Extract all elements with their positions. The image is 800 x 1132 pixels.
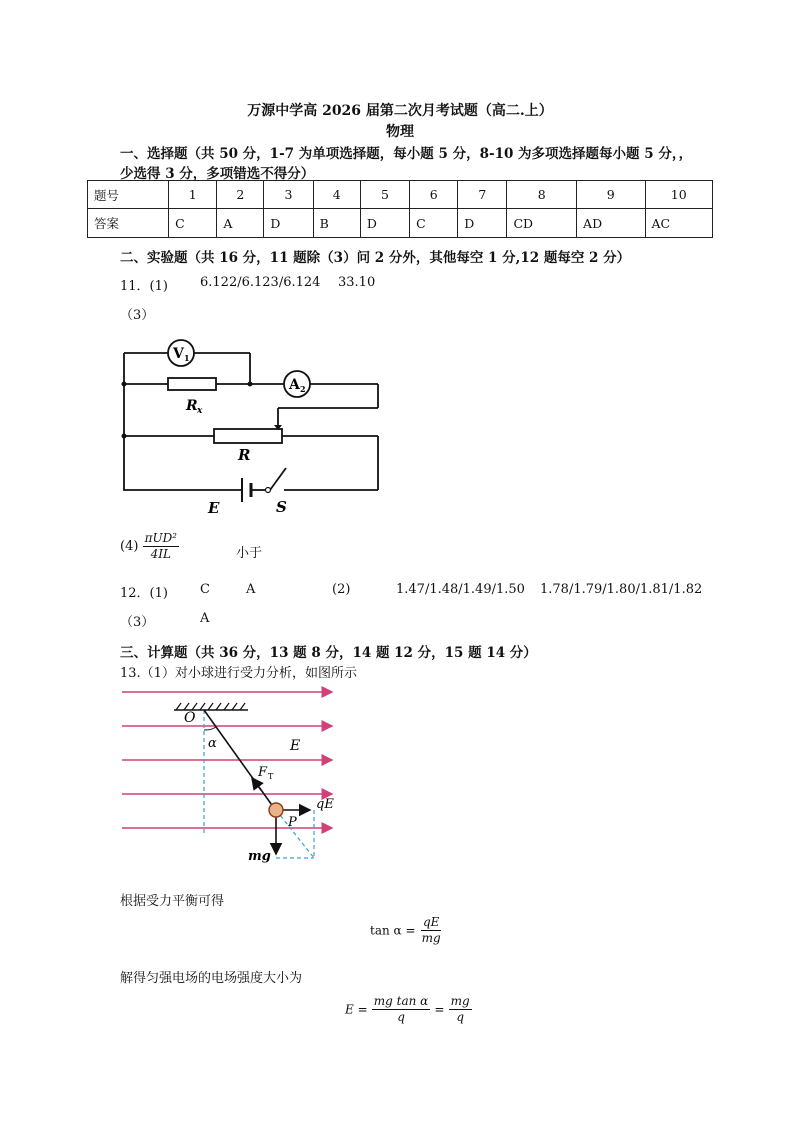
table-cell: 6: [410, 181, 458, 209]
q12-part2-label: (2): [332, 582, 351, 597]
exam-title: 万源中学高 2026 届第二次月考试题（高二.上）: [247, 103, 553, 119]
ammeter-label: A: [289, 377, 300, 393]
q11-label: 11．(1): [120, 279, 168, 294]
table-cell: D: [458, 209, 507, 238]
table-cell: D: [264, 209, 313, 238]
q11-answer-2: 33.10: [338, 275, 376, 290]
force-diagram: [118, 682, 348, 872]
table-cell: 2: [217, 181, 264, 209]
table-row-answers: [88, 209, 713, 238]
q12-answer-2: A: [246, 582, 256, 597]
eq2-den-1: q: [397, 1010, 405, 1024]
eq2-fraction-2: [449, 994, 472, 1025]
q12-answer-3: 1.47/1.48/1.49/1.50: [396, 582, 525, 597]
rheostat-label: R: [238, 446, 251, 464]
q12-answer-4: 1.78/1.79/1.80/1.81/1.82: [540, 582, 703, 597]
gravity-label: mg: [248, 849, 271, 864]
eq1-fraction: [420, 915, 443, 946]
q12-part3-label: （3）: [120, 615, 155, 630]
table-cell: AD: [577, 209, 645, 238]
table-cell: 9: [577, 181, 645, 209]
table-cell: AC: [645, 209, 713, 238]
q12-answer-5: A: [200, 611, 210, 626]
eq2-num-1: mg tan α: [373, 994, 429, 1008]
ball-icon: [269, 803, 283, 817]
section1-heading-cont: 少选得 3 分，多项错选不得分）: [120, 166, 315, 182]
table-cell: C: [410, 209, 458, 238]
eq1-num: qE: [422, 915, 440, 929]
eq2-equals: =: [434, 1002, 445, 1017]
rheostat-icon: [214, 429, 282, 443]
eq1-den: mg: [421, 931, 441, 945]
eq1-lhs: tan α =: [370, 923, 416, 938]
tension-sub: T: [268, 772, 274, 781]
eq2-fraction-1: [372, 994, 431, 1025]
table-cell: 4: [313, 181, 360, 209]
row-label-number: 题号: [88, 181, 169, 209]
answer-table: [87, 180, 713, 238]
circuit-diagram: [118, 330, 388, 520]
subject-title: 物理: [386, 124, 414, 140]
q11-part4-label: (4): [120, 539, 139, 554]
q11-answer-1: 6.122/6.123/6.124: [200, 275, 321, 290]
table-cell: 1: [169, 181, 217, 209]
equation-2: [345, 994, 472, 1025]
resistor-rx-icon: [168, 378, 216, 390]
table-cell: B: [313, 209, 360, 238]
table-cell: A: [217, 209, 264, 238]
q12-answer-1: C: [200, 582, 210, 597]
row-label-answer: 答案: [88, 209, 169, 238]
table-cell: 5: [360, 181, 409, 209]
ammeter-sub: 2: [300, 384, 306, 394]
tension-label: F: [258, 765, 268, 780]
text-solve: 解得匀强电场的电场强度大小为: [120, 971, 303, 986]
table-cell: 3: [264, 181, 313, 209]
voltmeter-label: V: [173, 346, 184, 362]
angle-label: α: [208, 736, 217, 751]
q13-intro: 13.（1）对小球进行受力分析，如图所示: [120, 666, 357, 681]
table-cell: CD: [507, 209, 577, 238]
table-cell: 10: [645, 181, 713, 209]
q11-part4-answer: 小于: [236, 546, 263, 561]
section3-heading: 三、计算题（共 36 分，13 题 8 分，14 题 12 分，15 题 14 分）: [120, 645, 537, 661]
q12-label: 12．(1): [120, 586, 168, 601]
field-e-label: E: [290, 738, 301, 754]
table-cell: C: [169, 209, 217, 238]
table-row-numbers: [88, 181, 713, 209]
table-cell: 7: [458, 181, 507, 209]
q11-part4: [120, 531, 179, 562]
switch-label: S: [276, 498, 287, 516]
q11-formula-den: 4IL: [150, 547, 171, 561]
section2-heading: 二、实验题（共 16 分，11 题除（3）问 2 分外，其他每空 1 分,12 题每空 2 分）: [120, 250, 631, 266]
rx-label: R: [186, 398, 198, 414]
electric-force-label: qE: [316, 797, 334, 812]
battery-label: E: [208, 499, 220, 517]
table-cell: 8: [507, 181, 577, 209]
q11-formula: [143, 531, 179, 562]
eq2-den-2: q: [456, 1010, 464, 1024]
rx-sub: x: [197, 406, 203, 416]
table-cell: D: [360, 209, 409, 238]
eq2-lhs: E =: [345, 1002, 368, 1017]
point-o-label: O: [184, 710, 196, 726]
section1-heading: 一、选择题（共 50 分，1-7 为单项选择题，每小题 5 分，8-10 为多项选择题每小题 5 分，，: [120, 146, 693, 162]
q11-formula-num: πUD²: [144, 531, 177, 545]
equation-1: [370, 915, 443, 946]
voltmeter-sub: 1: [184, 353, 190, 363]
q11-part3-label: （3）: [120, 308, 155, 323]
text-balance: 根据受力平衡可得: [120, 894, 225, 909]
eq2-num-2: mg: [450, 994, 470, 1008]
point-p-label: P: [288, 815, 297, 830]
